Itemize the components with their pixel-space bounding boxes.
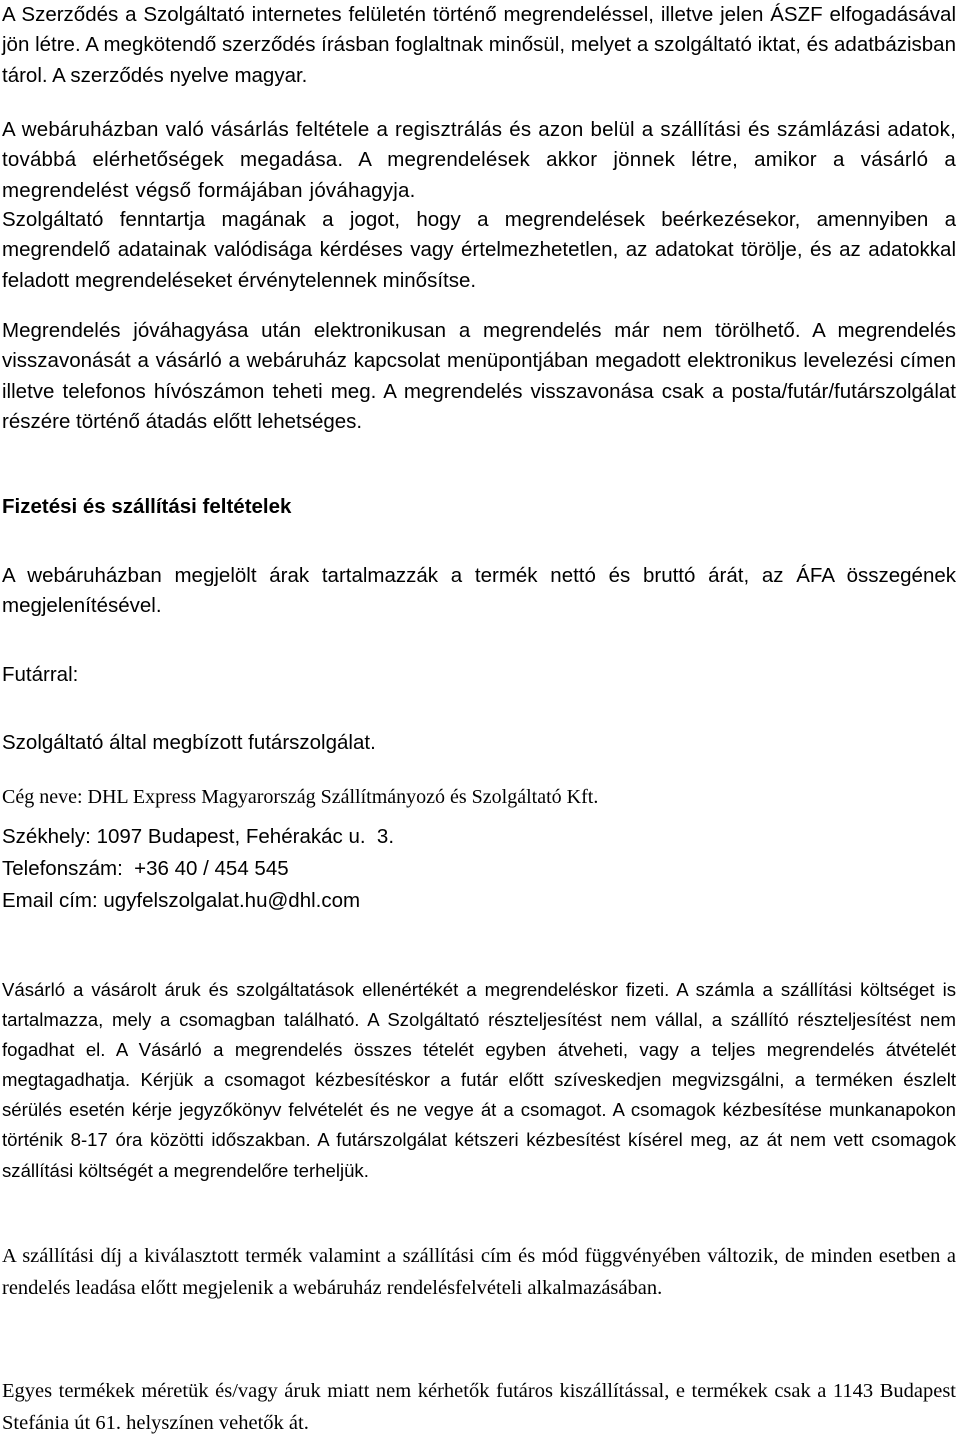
- paragraph-contract-formation: A Szerződés a Szolgáltató internetes felületén történő megrendeléssel, illetve jelen ÁSZF elfogadásával jön létre. A megkötendő szerződés írásban foglaltnak minősül, melyet a szolgáltató iktat, és adatbázisban tárol. A szerződés nyelve magyar.: [2, 3, 956, 87]
- courier-text: Szolgáltató által megbízott futárszolgálat.: [2, 731, 376, 754]
- courier-label: Futárral:: [2, 663, 79, 686]
- company-name: Cég neve: DHL Express Magyarország Szállítmányozó és Szolgáltató Kft.: [2, 786, 599, 808]
- company-email: Email cím: ugyfelszolgalat.hu@dhl.com: [2, 889, 361, 912]
- paragraph-shipping-fee: A szállítási díj a kiválasztott termék valamint a szállítási cím és mód függvényében változik, de minden esetben a rendelés leadása előtt megjelenik a webáruház rendelésfelvételi alkalmazásában.: [2, 1245, 956, 1300]
- paragraph-prices: A webáruházban megjelölt árak tartalmazzák a termék nettó és bruttó árát, az ÁFA összegének megjelenítésével.: [2, 564, 956, 618]
- company-address: Székhely: 1097 Budapest, Fehérakác u. 3.: [2, 825, 395, 848]
- paragraph-order-cancellation: Megrendelés jóváhagyása után elektronikusan a megrendelés már nem törölhető. A megrendelés visszavonását a vásárló a webáruház kapcsolat menüpontjában megadott elektronikus levelezési címen illetve telefonos hívószámon teheti meg. A megrendelés visszavonása csak a posta/futár/futárszolgálat részére történő átadás előtt lehetséges.: [2, 319, 956, 434]
- paragraph-provider-rights: Szolgáltató fenntartja magának a jogot, hogy a megrendelések beérkezésekor, amennyiben a megrendelő adatainak valódisága kérdéses vagy értelmezhetetlen, az adatokat törölje, és az adatokkal feladott megrendeléseket érvénytelennek minősítse.: [2, 208, 956, 292]
- company-phone: Telefonszám: +36 40 / 454 545: [2, 857, 289, 880]
- paragraph-payment-delivery: Vásárló a vásárolt áruk és szolgáltatások ellenértékét a megrendeléskor fizeti. A számla a szállítási költséget is tartalmazza, mely a csomagban található. A Szolgáltató részteljesítést nem vállal, a szállító részteljesítést nem fogadhat el. A Vásárló a megrendelés összes tételét egyben átveheti, vagy a teljes megrendelés átvételét megtagadhatja. Kérjük a csomagot kézbesítéskor a futár előtt szíveskedjen megvizsgálni, a terméken észlelt sérülés esetén kérje jegyzőkönyv felvételét és ne vegye át a csomagot. A csomagok kézbesítése munkanapokon történik 8-17 óra közötti időszakban. A futárszolgálat kétszeri kézbesítést kísérel meg, az át nem vett csomagok szállítási költségét a megrendelőre terheljük.: [2, 979, 956, 1181]
- paragraph-pickup-only: Egyes termékek méretük és/vagy áruk miatt nem kérhetők futáros kiszállítással, e termékek csak a 1143 Budapest Stefánia út 61. helyszínen vehetők át.: [2, 1380, 956, 1434]
- paragraph-registration: A webáruházban való vásárlás feltétele a regisztrálás és azon belül a szállítási és számlázási adatok, továbbá elérhetőségek megadása. A megrendelések akkor jönnek létre, amikor a vásárló a megrendelést végső formájában jóváhagyja.: [2, 118, 956, 202]
- section-heading: Fizetési és szállítási feltételek: [2, 495, 292, 518]
